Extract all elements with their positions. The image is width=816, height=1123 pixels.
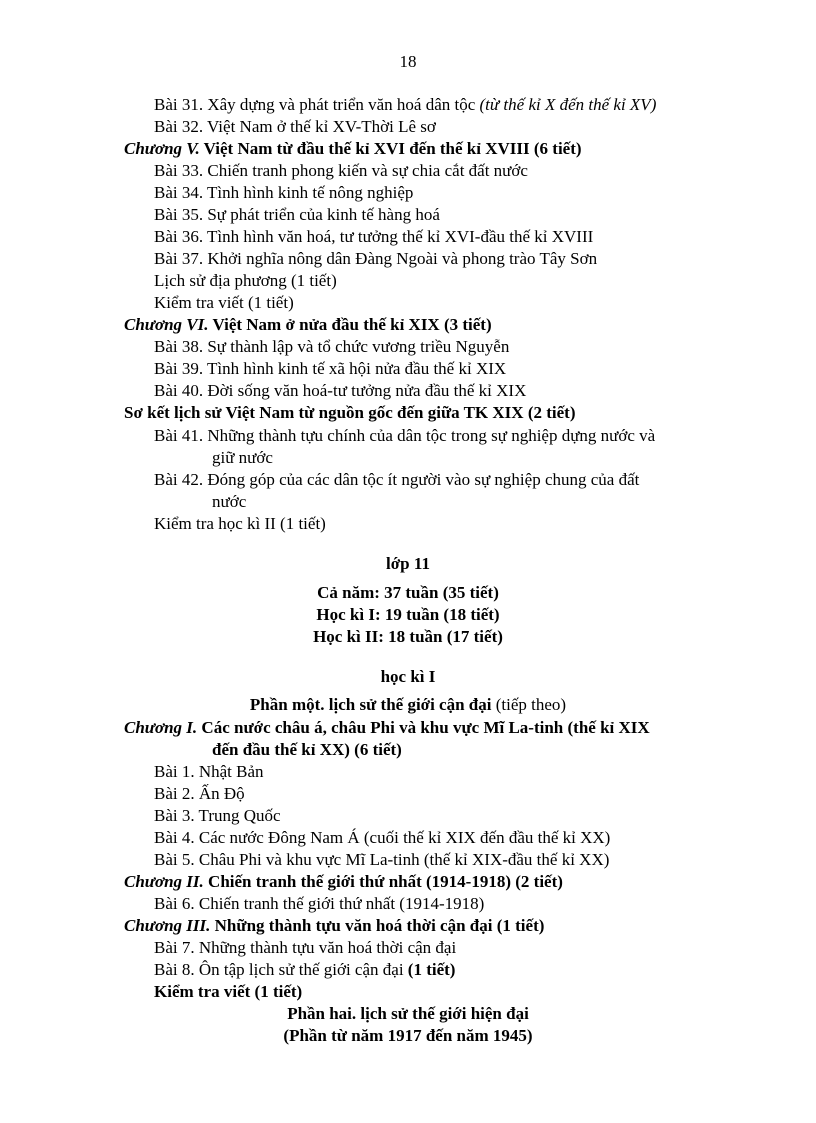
ch2-label: Chương II. bbox=[124, 872, 204, 891]
lesson-41-cont: giữ nước bbox=[212, 448, 273, 467]
lesson-2: Bài 2. Ấn Độ bbox=[154, 784, 245, 803]
grade-11-year: Cả năm: 37 tuần (35 tiết) bbox=[317, 583, 499, 602]
lesson-31-text: Bài 31. Xây dựng và phát triển văn hoá dân tộc bbox=[154, 95, 480, 114]
semester-2-exam: Kiểm tra học kì II (1 tiết) bbox=[154, 514, 326, 533]
chapter-6-label: Chương VI. bbox=[124, 315, 209, 334]
lesson-8-text: Bài 8. Ôn tập lịch sử thế giới cận đại bbox=[154, 960, 408, 979]
ch1-title: Các nước châu á, châu Phi và khu vực Mĩ La-tinh (thế kỉ XIX bbox=[197, 718, 650, 737]
local-history: Lịch sử địa phương (1 tiết) bbox=[154, 271, 337, 290]
lesson-31-period: (từ thế kỉ X đến thế kỉ XV) bbox=[479, 95, 657, 114]
lesson-33: Bài 33. Chiến tranh phong kiến và sự chia cắt đất nước bbox=[154, 161, 528, 180]
chapter-6-heading bbox=[124, 314, 492, 336]
summary-heading: Sơ kết lịch sử Việt Nam từ nguồn gốc đến giữa TK XIX (2 tiết) bbox=[124, 403, 576, 422]
lesson-5: Bài 5. Châu Phi và khu vực Mĩ La-tinh (thế kỉ XIX-đầu thế kỉ XX) bbox=[154, 850, 610, 869]
part-one-heading bbox=[0, 694, 816, 716]
semester-1-title: học kì I bbox=[380, 667, 436, 686]
ch1-label: Chương I. bbox=[124, 718, 198, 737]
ch1-heading bbox=[124, 717, 650, 739]
lesson-40: Bài 40. Đời sống văn hoá-tư tưởng nửa đầu thế kỉ XIX bbox=[154, 381, 527, 400]
lesson-3: Bài 3. Trung Quốc bbox=[154, 806, 281, 825]
ch2-title: Chiến tranh thế giới thứ nhất (1914-1918) (2 tiết) bbox=[203, 872, 563, 891]
part-two-subtitle: (Phần từ năm 1917 đến năm 1945) bbox=[283, 1026, 533, 1045]
written-test-ch3: Kiểm tra viết (1 tiết) bbox=[154, 982, 303, 1001]
part-two-title: Phần hai. lịch sử thế giới hiện đại bbox=[287, 1004, 529, 1023]
ch3-title: Những thành tựu văn hoá thời cận đại (1 tiết) bbox=[210, 916, 545, 935]
lesson-37: Bài 37. Khởi nghĩa nông dân Đàng Ngoài và phong trào Tây Sơn bbox=[154, 249, 598, 268]
ch1-title-cont: đến đầu thế kỉ XX) (6 tiết) bbox=[212, 740, 402, 759]
part-one-note: (tiếp theo) bbox=[491, 695, 567, 714]
chapter-5-label: Chương V. bbox=[124, 139, 200, 158]
lesson-1: Bài 1. Nhật Bản bbox=[154, 762, 264, 781]
chapter-5-heading bbox=[124, 138, 582, 160]
grade-11-semester-2: Học kì II: 18 tuần (17 tiết) bbox=[313, 627, 503, 646]
ch2-heading bbox=[124, 871, 563, 893]
lesson-38: Bài 38. Sự thành lập và tổ chức vương triều Nguyễn bbox=[154, 337, 510, 356]
lesson-7: Bài 7. Những thành tựu văn hoá thời cận đại bbox=[154, 938, 457, 957]
grade-11-semester-1: Học kì I: 19 tuần (18 tiết) bbox=[316, 605, 500, 624]
chapter-5-title: Việt Nam từ đầu thế kỉ XVI đến thế kỉ XVIII (6 tiết) bbox=[199, 139, 582, 158]
part-one-title: Phần một. lịch sử thế giới cận đại bbox=[249, 695, 492, 714]
lesson-4: Bài 4. Các nước Đông Nam Á (cuối thế kỉ XIX đến đầu thế kỉ XX) bbox=[154, 828, 611, 847]
written-test-ch5: Kiểm tra viết (1 tiết) bbox=[154, 293, 294, 312]
lesson-36: Bài 36. Tình hình văn hoá, tư tưởng thế kỉ XVI-đầu thế kỉ XVIII bbox=[154, 227, 594, 246]
ch3-label: Chương III. bbox=[124, 916, 211, 935]
lesson-31 bbox=[154, 94, 656, 116]
grade-11-title: lớp 11 bbox=[386, 554, 430, 573]
page-number: 18 bbox=[399, 52, 417, 71]
lesson-39: Bài 39. Tình hình kinh tế xã hội nửa đầu thế kỉ XIX bbox=[154, 359, 507, 378]
lesson-35: Bài 35. Sự phát triển của kinh tế hàng hoá bbox=[154, 205, 440, 224]
lesson-42: Bài 42. Đóng góp của các dân tộc ít người vào sự nghiệp chung của đất bbox=[154, 470, 640, 489]
lesson-8 bbox=[154, 959, 455, 981]
chapter-6-title: Việt Nam ở nửa đầu thế kỉ XIX (3 tiết) bbox=[208, 315, 492, 334]
lesson-41: Bài 41. Những thành tựu chính của dân tộc trong sự nghiệp dựng nước và bbox=[154, 426, 656, 445]
ch3-heading bbox=[124, 915, 544, 937]
lesson-32: Bài 32. Việt Nam ở thế kỉ XV-Thời Lê sơ bbox=[154, 117, 436, 136]
lesson-6: Bài 6. Chiến tranh thế giới thứ nhất (1914-1918) bbox=[154, 894, 485, 913]
lesson-8-hours: (1 tiết) bbox=[407, 960, 456, 979]
lesson-34: Bài 34. Tình hình kinh tế nông nghiệp bbox=[154, 183, 414, 202]
lesson-42-cont: nước bbox=[212, 492, 247, 511]
